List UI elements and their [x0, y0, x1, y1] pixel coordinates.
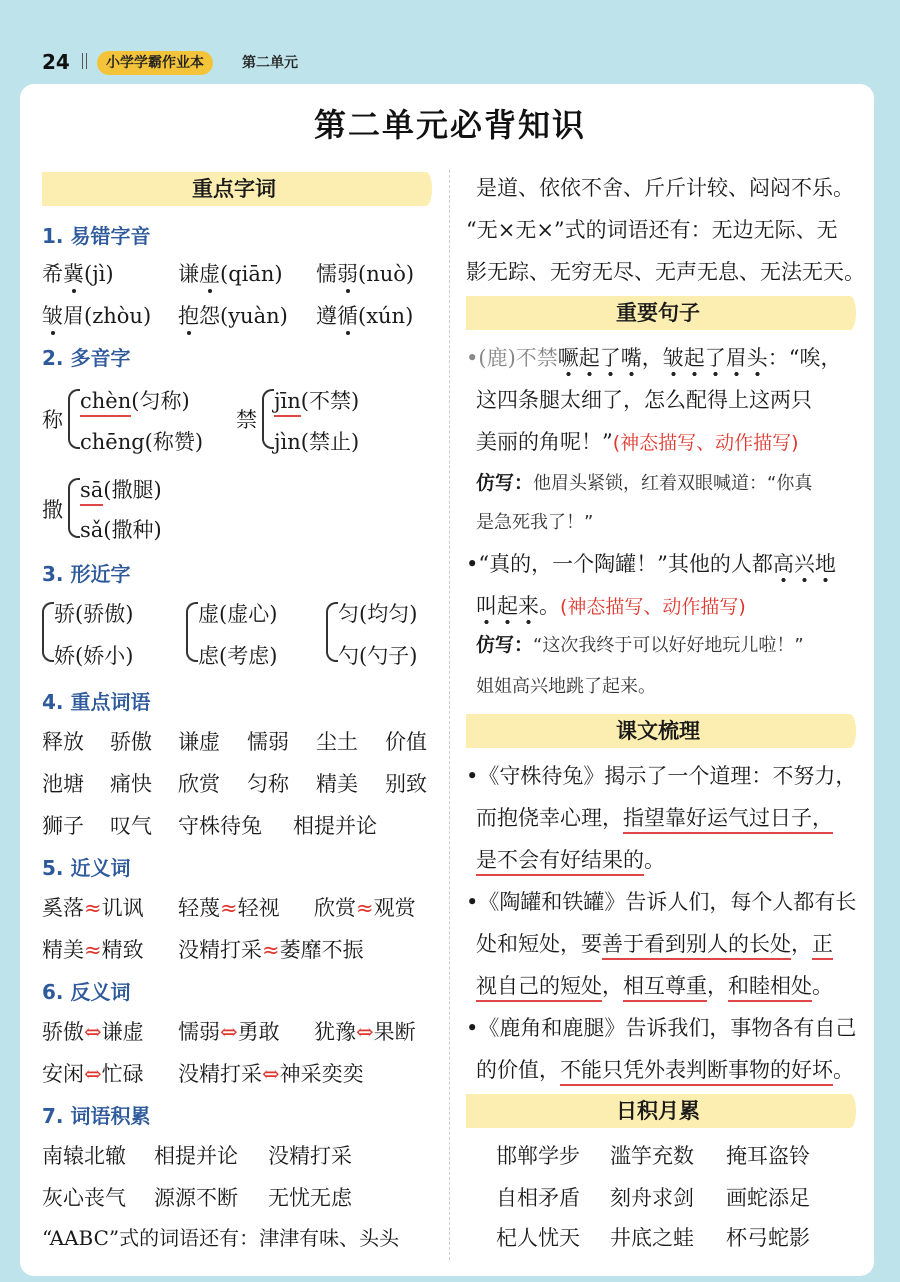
- poly-char-chen: 称: [42, 408, 63, 432]
- summary-1-line-2: 而抱侥幸心理，指望靠好运气过日子，: [476, 802, 833, 832]
- header-divider: [82, 53, 87, 69]
- book-badge: 小学学霸作业本: [97, 51, 213, 75]
- antonym-pair: 安闲⇔忙碌: [42, 1062, 144, 1086]
- synonym-pair: 轻蔑≈轻视: [178, 896, 280, 920]
- poly-sa-2: sǎ(撒种): [80, 518, 162, 542]
- summary-2-line-1: •《陶罐和铁罐》告诉人们，每个人都有长: [466, 890, 857, 914]
- phrase-item: 精美: [316, 772, 358, 796]
- wuxwux-note: “无×无×”式的词语还有：无边无际、无: [466, 218, 838, 242]
- poly-jin-1: jīn(不禁): [274, 385, 359, 415]
- idiom-item: 灰心丧气: [42, 1186, 126, 1210]
- idiom-item: 邯郸学步: [496, 1144, 580, 1168]
- idiom-item: 无忧无虑: [268, 1186, 352, 1210]
- section-key-words: 重点字词: [42, 172, 426, 206]
- phrase-item: 价值: [385, 730, 427, 754]
- heading-antonyms: 6. 反义词: [42, 980, 131, 1004]
- pron-item-6: 遵循(xún): [316, 304, 414, 328]
- brace: [326, 602, 338, 662]
- phrase-item: 叹气: [110, 814, 152, 838]
- synonym-pair: 没精打采≈萎靡不振: [178, 938, 364, 962]
- antonym-pair: 骄傲⇔谦虚: [42, 1020, 144, 1044]
- poly-chen-2: chēng(称赞): [80, 430, 204, 454]
- sentence-1-line-2: 这四条腿太细了，怎么配得上这两只: [476, 388, 812, 412]
- aabc-continued: 是道、依依不舍、斤斤计较、闷闷不乐。: [476, 176, 854, 200]
- phrase-item: 池塘: [42, 772, 84, 796]
- imitation-1-line-1: 仿写：他眉头紧锁，红着双眼喊道：“你真: [476, 472, 813, 494]
- idiom-item: 画蛇添足: [726, 1186, 810, 1210]
- idiom-item: 杞人忧天: [496, 1226, 580, 1250]
- idiom-item: 滥竽充数: [610, 1144, 694, 1168]
- synonym-pair: 欣赏≈观赏: [314, 896, 416, 920]
- section-text-summary: 课文梳理: [466, 714, 850, 748]
- synonym-pair: 奚落≈讥讽: [42, 896, 144, 920]
- phrase-item: 匀称: [247, 772, 289, 796]
- imitation-1-line-2: 是急死我了！”: [476, 512, 594, 533]
- phrase-item: 尘土: [316, 730, 358, 754]
- sentence-1-line-3: 美丽的角呢！”(神态描写、动作描写): [476, 430, 799, 454]
- brace: [68, 389, 80, 449]
- brace: [68, 478, 80, 538]
- similar-item-5: 匀(均匀): [338, 602, 418, 626]
- phrase-item: 骄傲: [110, 730, 152, 754]
- imitation-2-line-2: 姐姐高兴地跳了起来。: [476, 676, 656, 697]
- pron-item-2: 谦虚(qiān): [178, 262, 283, 286]
- poly-char-jin: 禁: [236, 408, 257, 432]
- heading-accumulation: 7. 词语积累: [42, 1104, 151, 1128]
- pron-item-4: 皱眉(zhòu): [42, 304, 152, 328]
- summary-1-line-1: •《守株待兔》揭示了一个道理：不努力，: [466, 764, 857, 788]
- poly-sa-1: sā(撒腿): [80, 474, 162, 504]
- similar-item-3: 虚(虚心): [198, 602, 278, 626]
- heading-pronunciation: 1. 易错字音: [42, 224, 151, 248]
- antonym-pair: 犹豫⇔果断: [314, 1020, 416, 1044]
- similar-item-1: 骄(骄傲): [54, 602, 134, 626]
- aabc-note: “AABC”式的词语还有：津津有味、头头: [42, 1226, 400, 1250]
- poly-chen-1: chèn(匀称): [80, 385, 190, 415]
- idiom-item: 掩耳盗铃: [726, 1144, 810, 1168]
- synonym-pair: 精美≈精致: [42, 938, 144, 962]
- phrase-item: 谦虚: [178, 730, 220, 754]
- phrase-item: 欣赏: [178, 772, 220, 796]
- idiom-item: 没精打采: [268, 1144, 352, 1168]
- phrase-item: 相提并论: [293, 814, 377, 838]
- heading-polyphones: 2. 多音字: [42, 346, 131, 370]
- similar-item-6: 勺(勺子): [338, 644, 418, 668]
- sentence-2-line-2: 叫起来。(神态描写、动作描写): [476, 590, 746, 620]
- antonym-pair: 懦弱⇔勇敢: [178, 1020, 280, 1044]
- wuxwux-continued: 影无踪、无穷无尽、无声无息、无法无天。: [466, 260, 865, 284]
- pron-item-3: 懦弱(nuò): [316, 262, 415, 286]
- pron-item-1: 希冀(jì): [42, 262, 114, 286]
- heading-similar-chars: 3. 形近字: [42, 562, 131, 586]
- phrase-item: 狮子: [42, 814, 84, 838]
- page-header: [0, 0, 900, 84]
- idiom-item: 相提并论: [154, 1144, 238, 1168]
- idiom-item: 刻舟求剑: [610, 1186, 694, 1210]
- idiom-item: 源源不断: [154, 1186, 238, 1210]
- page-number: 24: [42, 50, 70, 74]
- column-divider: [449, 170, 450, 1260]
- brace: [186, 602, 198, 662]
- phrase-item: 守株待兔: [178, 814, 262, 838]
- poly-jin-2: jìn(禁止): [274, 430, 360, 454]
- idiom-item: 南辕北辙: [42, 1144, 126, 1168]
- summary-2-line-2: 处和短处，要善于看到别人的长处，正: [476, 928, 833, 958]
- unit-label: 第二单元: [242, 55, 298, 71]
- phrase-item: 痛快: [110, 772, 152, 796]
- similar-item-4: 虑(考虑): [198, 644, 278, 668]
- idiom-item: 杯弓蛇影: [726, 1226, 810, 1250]
- phrase-item: 懦弱: [247, 730, 289, 754]
- similar-item-2: 娇(娇小): [54, 644, 134, 668]
- summary-1-line-3: 是不会有好结果的。: [476, 844, 665, 874]
- brace: [42, 602, 54, 662]
- heading-synonyms: 5. 近义词: [42, 856, 131, 880]
- pron-item-5: 抱怨(yuàn): [178, 304, 288, 328]
- idiom-item: 自相矛盾: [496, 1186, 580, 1210]
- page-title: 第二单元必背知识: [313, 106, 586, 144]
- summary-3-line-1: •《鹿角和鹿腿》告诉我们，事物各有自己: [466, 1016, 857, 1040]
- sentence-1-line-1: •(鹿)不禁噘起了嘴，皱起了眉头：“唉，: [466, 342, 842, 372]
- section-daily-accumulation: 日积月累: [466, 1094, 850, 1128]
- phrase-item: 释放: [42, 730, 84, 754]
- summary-2-line-3: 视自己的短处，相互尊重，和睦相处。: [476, 970, 833, 1000]
- idiom-item: 井底之蛙: [610, 1226, 694, 1250]
- sentence-2-line-1: •“真的，一个陶罐！”其他的人都高兴地: [466, 548, 836, 578]
- summary-3-line-2: 的价值，不能只凭外表判断事物的好坏。: [476, 1054, 854, 1084]
- poly-char-sa: 撒: [42, 498, 63, 522]
- imitation-2-line-1: 仿写：“这次我终于可以好好地玩儿啦！”: [476, 634, 804, 656]
- brace: [262, 389, 274, 449]
- antonym-pair: 没精打采⇔神采奕奕: [178, 1062, 364, 1086]
- heading-key-phrases: 4. 重点词语: [42, 690, 151, 714]
- section-key-sentences: 重要句子: [466, 296, 850, 330]
- phrase-item: 别致: [385, 772, 427, 796]
